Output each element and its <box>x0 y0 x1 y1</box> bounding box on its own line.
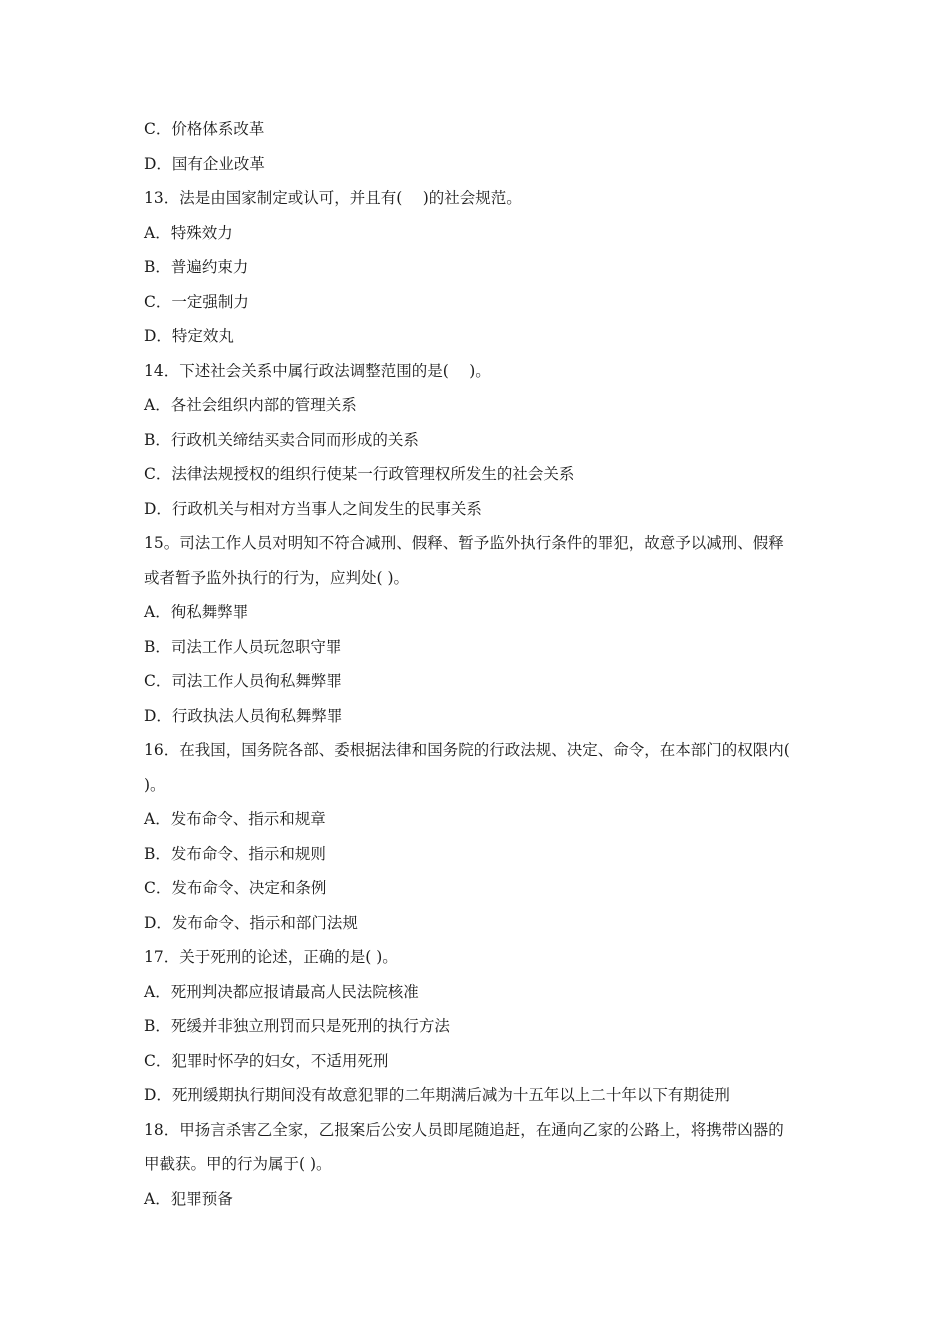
option-line: D．行政执法人员徇私舞弊罪 <box>144 706 343 725</box>
question-text <box>144 112 816 1216</box>
option-line: C．犯罪时怀孕的妇女，不适用死刑 <box>144 1051 389 1070</box>
option-line: A．发布命令、指示和规章 <box>144 810 326 828</box>
question-15-continued: 或者暂予监外执行的行为，应判处( )。 <box>144 568 410 587</box>
question-13: 13．法是由国家制定或认可，并且有( )的社会规范。 <box>144 189 522 207</box>
option-line: A．徇私舞弊罪 <box>144 603 249 621</box>
option-line: D．特定效丸 <box>144 327 234 345</box>
option-line: D．行政机关与相对方当事人之间发生的民事关系 <box>144 499 482 518</box>
option-line: A．特殊效力 <box>144 223 233 242</box>
option-line: C．法律法规授权的组织行使某一行政管理权所发生的社会关系 <box>144 465 575 483</box>
option-line: B．普遍约束力 <box>144 258 249 276</box>
option-line: A．死刑判决都应报请最高人民法院核准 <box>144 982 419 1001</box>
question-17: 17．关于死刑的论述，正确的是( )。 <box>144 948 398 966</box>
option-line: B．死缓并非独立刑罚而只是死刑的执行方法 <box>144 1017 450 1035</box>
question-14: 14．下述社会关系中属行政法调整范围的是( )。 <box>144 361 491 380</box>
question-15: 15。司法工作人员对明知不符合减刑、假释、暂予监外执行条件的罪犯，故意予以减刑、假释 <box>144 534 784 552</box>
option-line: C．价格体系改革 <box>144 120 265 138</box>
option-line: D．死刑缓期执行期间没有故意犯罪的二年期满后减为十五年以上二十年以下有期徒刑 <box>144 1086 730 1104</box>
option-line: B．行政机关缔结买卖合同而形成的关系 <box>144 430 419 449</box>
question-16-continued: )。 <box>144 775 166 794</box>
option-line: C．司法工作人员徇私舞弊罪 <box>144 672 342 690</box>
option-line: D．国有企业改革 <box>144 154 265 173</box>
question-16: 16．在我国，国务院各部、委根据法律和国务院的行政法规、决定、命令，在本部门的权限内( <box>144 741 790 759</box>
option-line: A．犯罪预备 <box>144 1189 233 1208</box>
question-18: 18．甲扬言杀害乙全家，乙报案后公安人员即尾随追赶，在通向乙家的公路上，将携带凶器的 <box>144 1120 784 1139</box>
question-18-continued: 甲截获。甲的行为属于( )。 <box>144 1155 332 1173</box>
option-line: A．各社会组织内部的管理关系 <box>144 396 357 414</box>
option-line: D．发布命令、指示和部门法规 <box>144 913 358 932</box>
option-line: B．司法工作人员玩忽职守罪 <box>144 637 342 656</box>
option-line: C．一定强制力 <box>144 292 249 311</box>
option-line: B．发布命令、指示和规则 <box>144 844 326 863</box>
option-line: C．发布命令、决定和条例 <box>144 879 327 897</box>
